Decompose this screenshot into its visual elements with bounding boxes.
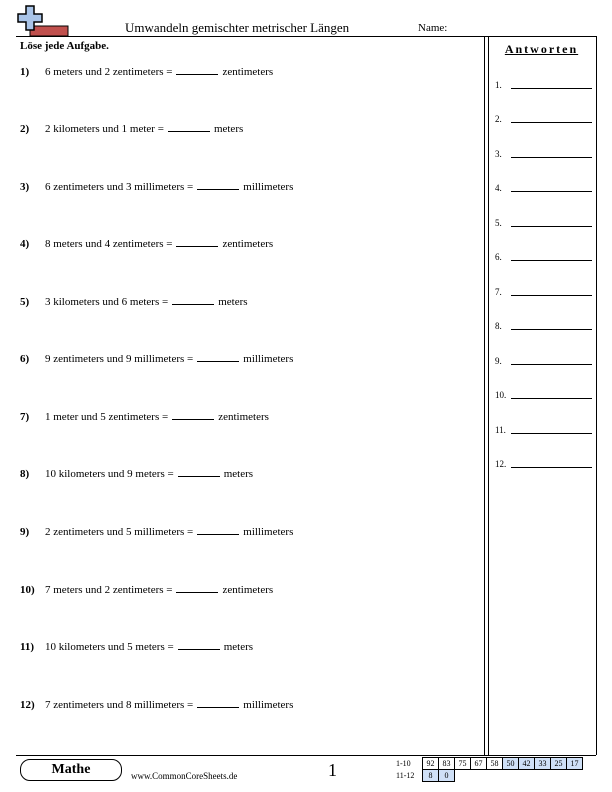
header-rule: [16, 36, 596, 37]
answer-blank[interactable]: [197, 180, 239, 190]
problem-number: 10): [20, 584, 35, 596]
answer-number: 9.: [495, 356, 502, 366]
score-row-2: [396, 770, 583, 782]
problem-unit: meters: [223, 641, 254, 653]
answer-blank[interactable]: [197, 698, 239, 708]
answer-line[interactable]: [511, 226, 592, 227]
score-cell-empty: [487, 770, 503, 782]
score-cell: 25: [551, 758, 567, 770]
problem-1: [20, 65, 273, 78]
score-cell-empty: [535, 770, 551, 782]
problem-4: [20, 237, 273, 250]
problem-number: 4): [20, 238, 30, 250]
answer-row-12: [495, 459, 506, 469]
problem-question: 1 meter und 5 zentimeters =: [45, 411, 169, 423]
answer-row-5: [495, 218, 502, 228]
problem-7: [20, 410, 269, 423]
problem-unit: zentimeters: [222, 238, 274, 250]
problem-question: 2 zentimeters und 5 millimeters =: [45, 526, 194, 538]
answer-row-6: [495, 252, 502, 262]
problem-6: [20, 352, 293, 365]
problem-number: 2): [20, 123, 30, 135]
problem-9: [20, 525, 293, 538]
score-cell-empty: [551, 770, 567, 782]
score-cell-empty: [455, 770, 471, 782]
score-cell: 33: [535, 758, 551, 770]
answer-row-8: [495, 321, 502, 331]
score-cell: 83: [439, 758, 455, 770]
answer-column-divider: [484, 36, 489, 755]
problem-2: [20, 122, 243, 135]
answers-title: Antworten: [504, 42, 579, 56]
page-number: 1: [328, 760, 337, 780]
score-row-label: 11-12: [396, 771, 415, 780]
score-cell: 92: [423, 758, 439, 770]
score-cell: 42: [519, 758, 535, 770]
score-cell: 8: [423, 770, 439, 782]
answer-row-1: [495, 80, 502, 90]
answer-blank[interactable]: [178, 467, 220, 477]
problem-unit: zentimeters: [222, 66, 274, 78]
answer-line[interactable]: [511, 329, 592, 330]
answer-row-3: [495, 149, 502, 159]
footer-rule: [16, 755, 596, 756]
answer-number: 8.: [495, 321, 502, 331]
problem-number: 6): [20, 353, 30, 365]
problem-question: 2 kilometers und 1 meter =: [45, 123, 164, 135]
problem-unit: zentimeters: [218, 411, 269, 423]
problem-question: 7 zentimeters und 8 millimeters =: [45, 699, 194, 711]
answer-blank[interactable]: [197, 525, 239, 535]
answer-blank[interactable]: [172, 410, 214, 420]
answer-blank[interactable]: [172, 295, 214, 305]
problem-question: 6 meters und 2 zentimeters =: [45, 66, 173, 78]
problem-question: 8 meters und 4 zentimeters =: [45, 238, 173, 250]
answer-row-7: [495, 287, 502, 297]
answer-blank[interactable]: [176, 65, 218, 75]
problem-11: [20, 640, 253, 653]
answer-line[interactable]: [511, 467, 592, 468]
score-row-1: [396, 758, 583, 770]
problem-unit: millimeters: [243, 699, 294, 711]
problem-number: 12): [20, 699, 35, 711]
subject-badge: Mathe: [20, 759, 122, 781]
score-cell: 17: [567, 758, 583, 770]
score-cell-empty: [567, 770, 583, 782]
answer-line[interactable]: [511, 191, 592, 192]
score-cell: 50: [503, 758, 519, 770]
plus-logo-icon: [16, 4, 70, 38]
problem-10: [20, 583, 273, 596]
problem-unit: millimeters: [243, 353, 294, 365]
problem-unit: meters: [223, 468, 254, 480]
answer-number: 11.: [495, 425, 506, 435]
problem-unit: zentimeters: [222, 584, 274, 596]
answer-blank[interactable]: [176, 237, 218, 247]
problem-5: [20, 295, 248, 308]
problem-number: 8): [20, 468, 30, 480]
answer-number: 12.: [495, 459, 507, 469]
problem-number: 3): [20, 181, 30, 193]
answer-number: 3.: [495, 149, 502, 159]
answer-row-11: [495, 425, 506, 435]
score-cell: 0: [439, 770, 455, 782]
answer-blank[interactable]: [168, 122, 210, 132]
problem-question: 3 kilometers und 6 meters =: [45, 296, 169, 308]
instructions: Löse jede Aufgabe.: [20, 40, 109, 52]
answer-line[interactable]: [511, 260, 592, 261]
answer-number: 1.: [495, 80, 502, 90]
score-row-label: 1-10: [396, 759, 411, 768]
problem-number: 9): [20, 526, 30, 538]
problem-question: 9 zentimeters und 9 millimeters =: [45, 353, 194, 365]
answer-line[interactable]: [511, 88, 592, 89]
answer-line[interactable]: [511, 157, 592, 158]
answer-number: 7.: [495, 287, 502, 297]
answer-line[interactable]: [511, 433, 592, 434]
score-cell: 67: [471, 758, 487, 770]
problem-question: 10 kilometers und 9 meters =: [45, 468, 174, 480]
problem-question: 7 meters und 2 zentimeters =: [45, 584, 173, 596]
answer-number: 4.: [495, 183, 502, 193]
score-cell-empty: [519, 770, 535, 782]
answer-row-9: [495, 356, 502, 366]
problem-unit: meters: [218, 296, 248, 308]
problem-8: [20, 467, 253, 480]
problem-question: 10 kilometers und 5 meters =: [45, 641, 174, 653]
answer-row-4: [495, 183, 502, 193]
problem-number: 5): [20, 296, 30, 308]
answer-blank[interactable]: [178, 640, 220, 650]
answer-number: 6.: [495, 252, 502, 262]
score-table: [396, 757, 583, 782]
answer-row-10: [495, 390, 506, 400]
answer-line[interactable]: [511, 398, 592, 399]
score-cell-empty: [503, 770, 519, 782]
name-label: Name:: [418, 22, 448, 34]
answer-row-2: [495, 114, 502, 124]
problem-number: 11): [20, 641, 35, 653]
answer-line[interactable]: [511, 364, 592, 365]
problem-unit: meters: [213, 123, 244, 135]
website-label: www.CommonCoreSheets.de: [131, 771, 238, 781]
problem-question: 6 zentimeters und 3 millimeters =: [45, 181, 194, 193]
problem-number: 1): [20, 66, 30, 78]
score-cell: 75: [455, 758, 471, 770]
answer-number: 10.: [495, 390, 507, 400]
score-cell-empty: [471, 770, 487, 782]
answer-line[interactable]: [511, 122, 592, 123]
problem-unit: millimeters: [243, 526, 294, 538]
page-title: Umwandeln gemischter metrischer Längen: [125, 20, 350, 35]
answer-blank[interactable]: [197, 352, 239, 362]
answer-line[interactable]: [511, 295, 592, 296]
problem-unit: millimeters: [243, 181, 294, 193]
problem-number: 7): [20, 411, 30, 423]
right-border: [596, 36, 597, 755]
answer-blank[interactable]: [176, 583, 218, 593]
answer-number: 5.: [495, 218, 502, 228]
problem-12: [20, 698, 293, 711]
score-cell: 58: [487, 758, 503, 770]
problem-3: [20, 180, 293, 193]
answer-number: 2.: [495, 114, 502, 124]
